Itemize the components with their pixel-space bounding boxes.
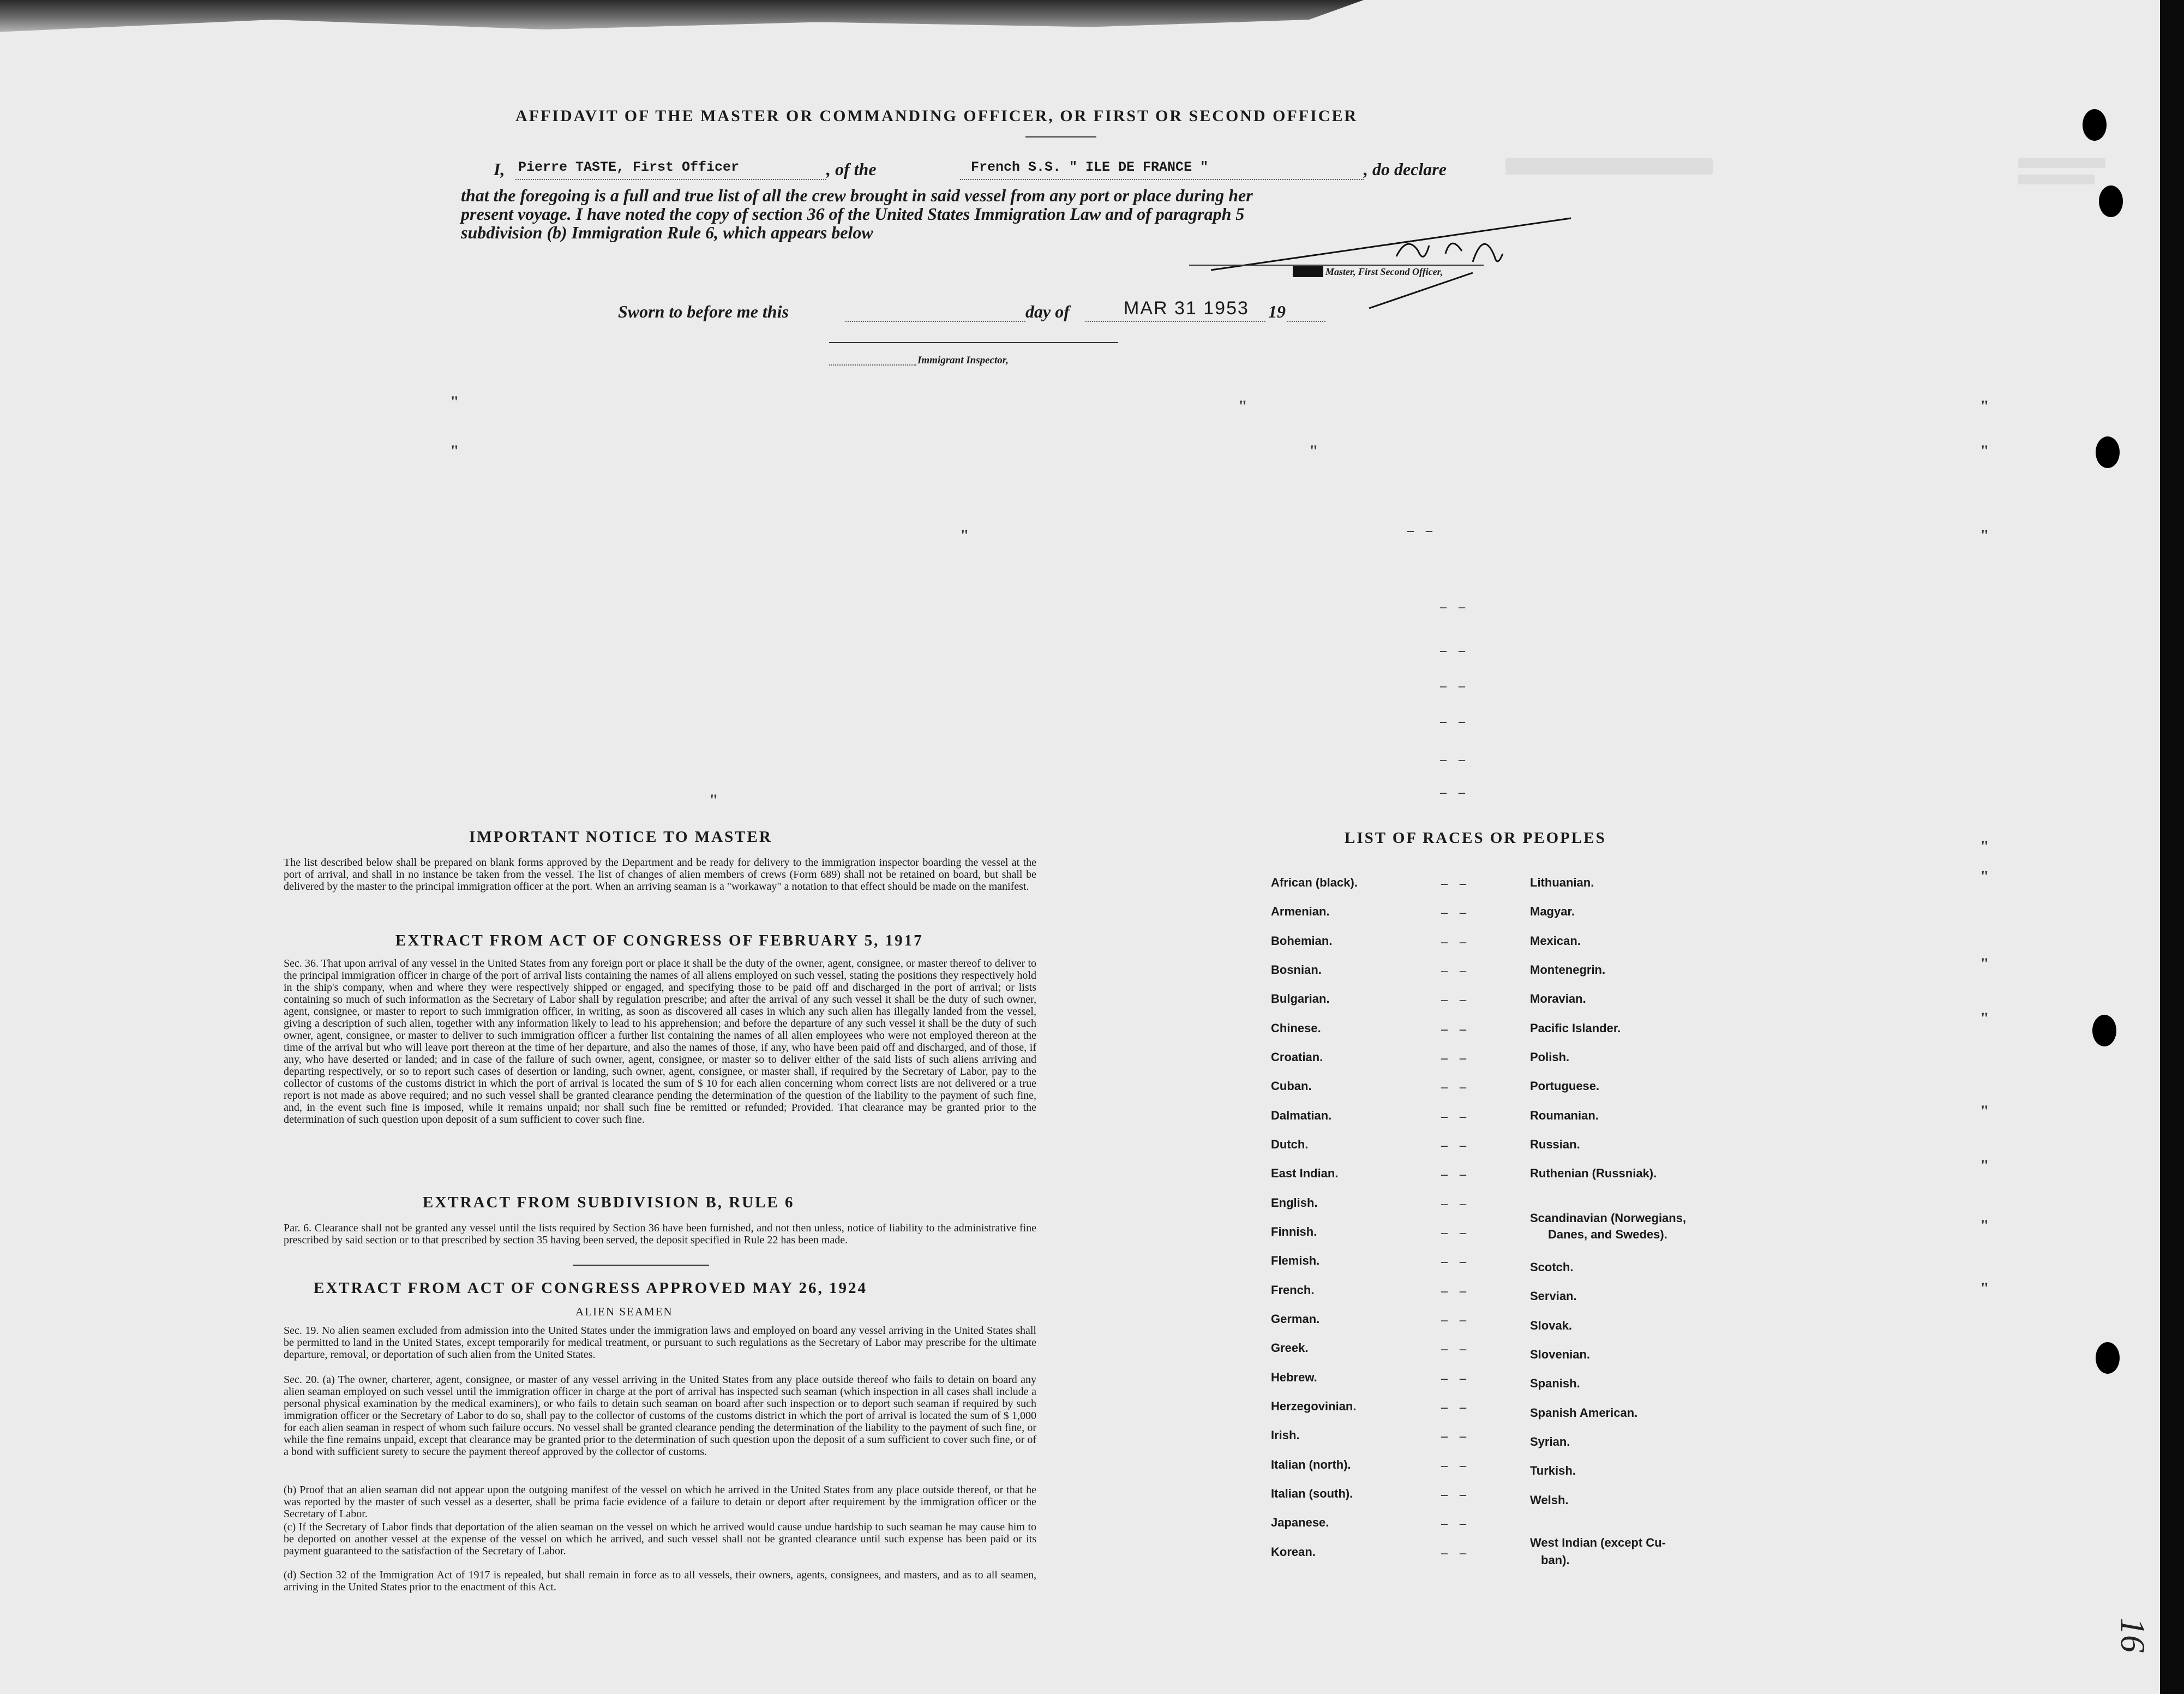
title-underline bbox=[1025, 136, 1096, 137]
race-item: Moravian. bbox=[1530, 992, 1586, 1005]
race-item: East Indian. bbox=[1271, 1166, 1339, 1180]
race-item: French. bbox=[1271, 1283, 1315, 1297]
dash-mark: – – bbox=[1440, 753, 1469, 767]
extract-1924-sec19: Sec. 19. No alien seamen excluded from admission into the United States under the immigration laws and employed on board any vessel arriving in the United States shall be permitted to land in the United States, except temporarily for medical treatment, or pursuant to such regulations as the Secretary of Labor may prescribe for the ultimate departure, removal, or deportation of such alien from the United States. bbox=[284, 1325, 1036, 1361]
vessel-line bbox=[960, 179, 1364, 180]
ditto-mark: " bbox=[960, 526, 969, 544]
ditto-mark: " bbox=[1980, 837, 1989, 855]
extract-1924-subheading: ALIEN SEAMEN bbox=[575, 1305, 673, 1318]
important-notice-heading: IMPORTANT NOTICE TO MASTER bbox=[469, 828, 772, 846]
race-item: Dutch. bbox=[1271, 1138, 1309, 1151]
race-item: African (black). bbox=[1271, 876, 1358, 889]
signature-label: Master. Master, First Second Officer, bbox=[1293, 266, 1443, 277]
dash-mark: – – bbox=[1441, 1139, 1471, 1153]
dash-mark: – – bbox=[1441, 1080, 1471, 1094]
inspector-label: Immigrant Inspector, bbox=[917, 355, 1009, 366]
dash-mark: – – bbox=[1441, 1517, 1471, 1531]
dash-mark: – – bbox=[1441, 1429, 1471, 1444]
race-item: Ruthenian (Russniak). bbox=[1530, 1166, 1657, 1180]
extract-1917-body: Sec. 36. That upon arrival of any vessel in the United States from any foreign port or place it shall be the duty of the owner, agent, consignee, or master thereof to deliver to the principal immigration officer in charge of the port of arrival lists containing the names of all aliens employed on such vessel, stating the positions they respectively hold in the ship's company, when and where they were respectively shipped or engaged, and specifying those to be paid off and discharged in the port of arrival; or lists containing so much of such information as the Secretary of Labor shall by regulation prescribe; and after the arrival of any such vessel it shall be the duty of such owner, agent, consignee, or master to report to such immigration officer, in writing, as soon as discovered all cases in which any such alien has illegally landed from the vessel, giving a description of such alien, together with any information likely to lead to his apprehension; and before the departure of any such vessel it shall be the duty of such owner, agent, consignee, or master to deliver to such immigration officer a further list containing the names of all alien employees who were not employed thereon at the time of the arrival but who will leave port thereon at the time of her departure, and also the names of those, if any, who have been paid off and discharged, and of those, if any, who have deserted or landed; and in case of the failure of such owner, agent, consignee, or master so to deliver either of the said lists of such aliens arriving and departing respectively, or so to report such cases of desertion or landing, such owner, agent, consignee, or master shall, if required by the Secretary of Labor, pay to the collector of customs of the customs district in which the port of arrival is located the sum of $ 10 for each alien concerning whom correct lists are not delivered or a true report is not made as above required; and no such vessel shall be granted clearance pending the determination of the question of the liability to the payment of such fine, and, in the event such fine is imposed, while it remains unpaid; nor shall such fine be remitted or refunded; Provided. That clearance may be granted prior to the determination of such question upon deposit of a sum sufficient to cover such fine. bbox=[284, 957, 1036, 1126]
dash-mark: – – bbox=[1441, 1313, 1471, 1327]
extract-1924-sec20d: (d) Section 32 of the Immigration Act of 1917 is repealed, but shall remain in force as to all vessels, their owners, agents, consignees, and masters, and as to all seamen, arriving in the United States prior to the enactment of this Act. bbox=[284, 1569, 1036, 1593]
dash-mark: – – bbox=[1441, 1168, 1471, 1182]
punch-hole bbox=[2096, 436, 2120, 468]
date-stamp: MAR 31 1953 bbox=[1124, 298, 1249, 319]
race-item: Welsh. bbox=[1530, 1493, 1569, 1507]
race-item: Scotch. bbox=[1530, 1260, 1574, 1274]
race-item: Montenegrin. bbox=[1530, 963, 1606, 977]
race-item: Bohemian. bbox=[1271, 934, 1333, 948]
vessel-name: French S.S. " ILE DE FRANCE " bbox=[971, 159, 1209, 175]
dash-mark: – – bbox=[1441, 1051, 1471, 1066]
dash-mark: – – bbox=[1441, 1546, 1471, 1560]
ditto-mark: " bbox=[709, 791, 718, 809]
race-item: ban). bbox=[1541, 1553, 1570, 1567]
dash-mark: – – bbox=[1441, 877, 1471, 891]
dash-mark: – – bbox=[1441, 1459, 1471, 1473]
dash-mark: – – bbox=[1441, 1372, 1471, 1386]
race-item: Armenian. bbox=[1271, 905, 1330, 918]
race-item: Greek. bbox=[1271, 1341, 1309, 1355]
dash-mark: – – bbox=[1440, 786, 1469, 800]
dash-mark: – – bbox=[1441, 1255, 1471, 1269]
affidavit-line-4: subdivision (b) Immigration Rule 6, which appears below bbox=[461, 223, 873, 242]
sworn-label: Sworn to before me this bbox=[618, 302, 789, 321]
race-item: Spanish. bbox=[1530, 1376, 1580, 1390]
ditto-mark: " bbox=[1309, 442, 1318, 460]
race-item: Chinese. bbox=[1271, 1021, 1321, 1035]
dash-mark: – – bbox=[1441, 1226, 1471, 1240]
sworn-line bbox=[845, 321, 1025, 322]
race-item: Croatian. bbox=[1271, 1050, 1323, 1064]
year-line bbox=[1287, 321, 1325, 322]
dash-mark: – – bbox=[1441, 906, 1471, 920]
extract-1917-heading: EXTRACT FROM ACT OF CONGRESS OF FEBRUARY 5, 1917 bbox=[395, 932, 923, 949]
dash-mark: – – bbox=[1441, 1284, 1471, 1298]
ditto-mark: " bbox=[1980, 1217, 1989, 1235]
bleed-through-text bbox=[2018, 175, 2095, 184]
important-notice-body: The list described below shall be prepared on blank forms approved by the Department and be ready for delivery to the immigration inspector boarding the vessel at the port of arrival, and shall in no instance be taken from the vessel. The list of changes of alien members of crews (Form 689) shall not be retained on board, but shall be delivered by the master to the principal immigration officer at the port. When an arriving seaman is a "workaway" a notation to that effect should be made on the manifest. bbox=[284, 857, 1036, 893]
dash-mark: – – bbox=[1441, 1342, 1471, 1356]
dash-mark: – – bbox=[1440, 715, 1469, 729]
race-item: Servian. bbox=[1530, 1289, 1577, 1303]
race-item: Hebrew. bbox=[1271, 1370, 1317, 1384]
race-item: Mexican. bbox=[1530, 934, 1581, 948]
extract-rule6-heading: EXTRACT FROM SUBDIVISION B, RULE 6 bbox=[423, 1194, 795, 1211]
dash-mark: – – bbox=[1440, 679, 1469, 693]
extract-rule6-body: Par. 6. Clearance shall not be granted any vessel until the lists required by Section 36 have been furnished, and not then unless, notice of liability to the administrative fine prescribed by said section or to that prescribed by section 35 having been served, the deposit specified in Rule 22 has been made. bbox=[284, 1222, 1036, 1246]
race-item: Slovak. bbox=[1530, 1319, 1573, 1332]
race-item: West Indian (except Cu- bbox=[1530, 1536, 1666, 1549]
dash-mark: – – bbox=[1441, 935, 1471, 949]
race-item: Roumanian. bbox=[1530, 1109, 1599, 1122]
bleed-through-text bbox=[1505, 158, 1713, 175]
races-heading: LIST OF RACES OR PEOPLES bbox=[1345, 829, 1606, 847]
dash-mark: – – bbox=[1441, 1400, 1471, 1415]
affidavit-title: AFFIDAVIT OF THE MASTER OR COMMANDING OFFICER, OR FIRST OR SECOND OFFICER bbox=[515, 107, 1358, 125]
bleed-through-text bbox=[2018, 158, 2105, 168]
date-line bbox=[1085, 321, 1265, 322]
race-item: Scandinavian (Norwegians, bbox=[1530, 1211, 1687, 1225]
ditto-mark: " bbox=[1980, 1157, 1989, 1175]
race-item: Turkish. bbox=[1530, 1464, 1576, 1477]
ditto-mark: " bbox=[1980, 867, 1989, 885]
race-item: Dalmatian. bbox=[1271, 1109, 1332, 1122]
extract-1924-sec20c: (c) If the Secretary of Labor finds that deportation of the alien seaman on the vessel on which he arrived would cause undue hardship to such seaman he may cause him to be deported on another vessel at the expense of the vessel on which he arrived, and such vessel shall not be granted clearance until such expense has been paid or its payment guaranteed to the satisfaction of the Secretary of Labor. bbox=[284, 1521, 1036, 1557]
extract-1924-sec20a: Sec. 20. (a) The owner, charterer, agent, consignee, or master of any vessel arriving in the United States from any place outside thereof who fails to detain on board any alien seaman employed on such vessel until the immigration officer in charge at the port of arrival has inspected such seaman (which inspection in all cases shall include a personal physical examination by the medical examiners), or who fails to detain such seaman on board after such inspection or to deport such seaman if required by such immigration officer or the Secretary of Labor to do so, shall pay to the collector of customs of the customs district in which the port of arrival is located the sum of $ 1,000 for each alien seaman in respect of whom such failure occurs. No vessel shall be granted clearance pending the determination of the liability to the payment of such fine, or while the fine remains unpaid, except that clearance may be granted prior to the determination of such question upon the deposit of a sum sufficient to cover such fine, or of a bond with sufficient surety to secure the payment thereof approved by the collector of customs. bbox=[284, 1374, 1036, 1458]
race-item: Polish. bbox=[1530, 1050, 1570, 1064]
race-item: Flemish. bbox=[1271, 1254, 1320, 1267]
ditto-mark: " bbox=[1980, 397, 1989, 415]
declare-label: , do declare bbox=[1364, 159, 1447, 179]
race-item: Bulgarian. bbox=[1271, 992, 1330, 1005]
race-item: Slovenian. bbox=[1530, 1348, 1591, 1361]
race-item: Bosnian. bbox=[1271, 963, 1322, 977]
race-item: Finnish. bbox=[1271, 1225, 1317, 1238]
ditto-mark: " bbox=[450, 393, 459, 411]
scan-edge-shadow bbox=[0, 0, 1364, 49]
dash-mark: – – bbox=[1441, 1488, 1471, 1502]
dash-mark: – – bbox=[1441, 1110, 1471, 1124]
dash-mark: – – bbox=[1440, 644, 1469, 658]
race-item: Korean. bbox=[1271, 1545, 1316, 1559]
ditto-mark: " bbox=[1980, 955, 1989, 973]
i-label: I, bbox=[494, 159, 505, 179]
ditto-mark: " bbox=[1980, 526, 1989, 544]
ditto-mark: " bbox=[1238, 397, 1247, 415]
signature-label-text: Master, First Second Officer, bbox=[1325, 266, 1443, 277]
dash-mark: – – bbox=[1441, 1022, 1471, 1037]
race-item: German. bbox=[1271, 1312, 1320, 1326]
race-item: Irish. bbox=[1271, 1428, 1300, 1442]
affidavit-line-3: present voyage. I have noted the copy of section 36 of the United States Immigration Law and of paragraph 5 bbox=[461, 204, 1245, 224]
race-item: Herzegovinian. bbox=[1271, 1399, 1357, 1413]
race-item: Cuban. bbox=[1271, 1079, 1312, 1093]
race-item: English. bbox=[1271, 1196, 1318, 1210]
race-item: Danes, and Swedes). bbox=[1548, 1228, 1667, 1241]
ditto-mark: " bbox=[1980, 1102, 1989, 1120]
page-number: 16 bbox=[2114, 1618, 2152, 1653]
ditto-mark: " bbox=[1980, 442, 1989, 460]
dash-mark: – – bbox=[1441, 964, 1471, 978]
race-item: Pacific Islander. bbox=[1530, 1021, 1621, 1035]
race-item: Italian (south). bbox=[1271, 1487, 1353, 1500]
ditto-mark: " bbox=[1980, 1279, 1989, 1297]
inspector-rule bbox=[829, 342, 1118, 343]
extract-1924-sec20b: (b) Proof that an alien seaman did not appear upon the outgoing manifest of the vessel on which he arrived in the United States from any place outside thereof, or that he was reported by the master of such vessel as a deserter, shall be prima facie evidence of a failure to detain or deport after requirement by the immigration officer or the Secretary of Labor. bbox=[284, 1484, 1036, 1520]
race-item: Spanish American. bbox=[1530, 1406, 1638, 1420]
affidavit-line-2: that the foregoing is a full and true list of all the crew brought in said vessel from any port or place during her bbox=[461, 185, 1253, 205]
day-of-label: day of bbox=[1025, 302, 1070, 321]
ditto-mark: " bbox=[1980, 1009, 1989, 1027]
punch-hole bbox=[2096, 1342, 2120, 1374]
race-item: Magyar. bbox=[1530, 905, 1575, 918]
punch-hole bbox=[2083, 109, 2107, 141]
punch-hole bbox=[2099, 185, 2123, 217]
dash-mark: – – bbox=[1407, 524, 1437, 538]
race-item: Syrian. bbox=[1530, 1435, 1570, 1448]
race-item: Japanese. bbox=[1271, 1516, 1329, 1529]
race-item: Russian. bbox=[1530, 1138, 1580, 1151]
race-item: Italian (north). bbox=[1271, 1458, 1351, 1471]
inspector-line bbox=[829, 364, 916, 366]
extract-1924-heading: EXTRACT FROM ACT OF CONGRESS APPROVED MAY 26, 1924 bbox=[314, 1279, 867, 1297]
officer-name: Pierre TASTE, First Officer bbox=[518, 159, 740, 175]
section-divider bbox=[573, 1265, 709, 1266]
officer-line bbox=[515, 179, 826, 180]
officer-signature bbox=[1189, 213, 1593, 311]
signature-line bbox=[1189, 265, 1484, 266]
dash-mark: – – bbox=[1441, 1197, 1471, 1211]
dash-mark: – – bbox=[1440, 600, 1469, 614]
year-label: 19 bbox=[1268, 302, 1286, 321]
of-the-label: , of the bbox=[826, 159, 877, 179]
race-item: Lithuanian. bbox=[1530, 876, 1594, 889]
punch-hole bbox=[2092, 1015, 2116, 1046]
dash-mark: – – bbox=[1441, 993, 1471, 1007]
race-item: Portuguese. bbox=[1530, 1079, 1600, 1093]
ditto-mark: " bbox=[450, 442, 459, 460]
